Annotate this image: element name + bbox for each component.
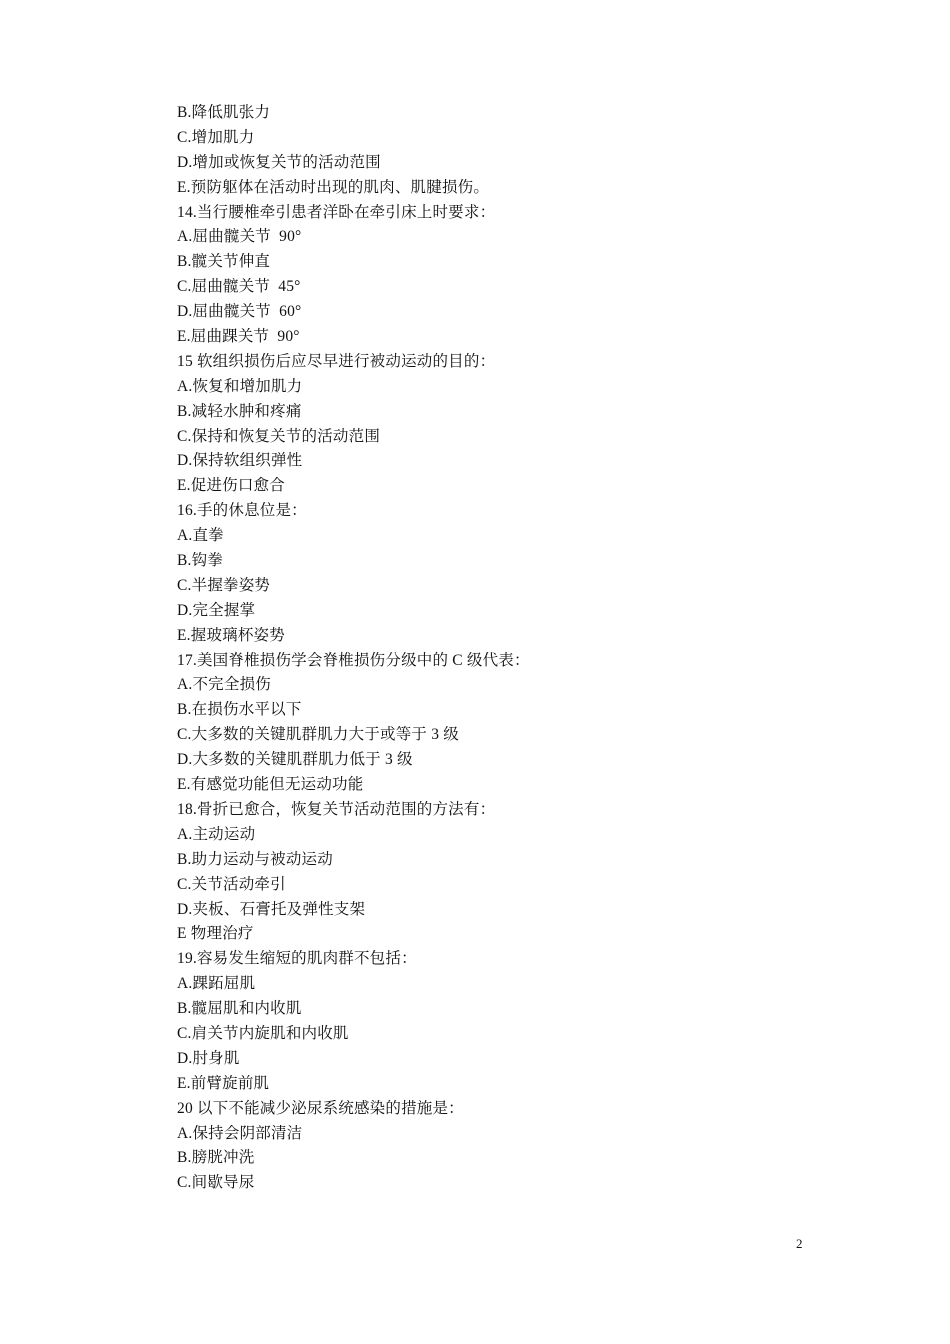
option-line: C.关节活动牵引 <box>177 875 286 893</box>
option-line: C.保持和恢复关节的活动范围 <box>177 427 381 445</box>
question-15: 15 软组织损伤后应尽早进行被动运动的目的： <box>177 352 496 370</box>
option-line: C.大多数的关键肌群肌力大于或等于 3 级 <box>177 726 459 744</box>
question-18: 18.骨折已愈合，恢复关节活动范围的方法有： <box>177 800 496 818</box>
option-line: C.间歇导尿 <box>177 1174 255 1192</box>
option-line: E.有感觉功能但无运动功能 <box>177 776 364 794</box>
option-line: A.主动运动 <box>177 825 256 843</box>
option-line: A.屈曲髋关节 90° <box>177 228 302 246</box>
question-20: 20 以下不能减少泌尿系统感染的措施是： <box>177 1099 464 1117</box>
question-17: 17.美国脊椎损伤学会脊椎损伤分级中的 C 级代表： <box>177 651 530 669</box>
option-line: A.直拳 <box>177 527 224 545</box>
option-line: D.夹板、石膏托及弹性支架 <box>177 900 366 918</box>
text-line: C.增加肌力 <box>177 128 255 146</box>
option-line: A.恢复和增加肌力 <box>177 377 303 395</box>
option-line: B.髋屈肌和内收肌 <box>177 1000 302 1018</box>
option-line: D.保持软组织弹性 <box>177 452 303 470</box>
option-line: C.半握拳姿势 <box>177 576 271 594</box>
option-line: A.不完全损伤 <box>177 676 271 694</box>
option-line: A.保持会阴部清洁 <box>177 1124 303 1142</box>
question-19: 19.容易发生缩短的肌肉群不包括： <box>177 950 417 968</box>
option-line: E.握玻璃杯姿势 <box>177 626 285 644</box>
question-text-block <box>177 101 817 1196</box>
option-line: B.膀胱冲洗 <box>177 1149 255 1167</box>
question-16: 16.手的休息位是： <box>177 502 307 520</box>
option-line: E 物理治疗 <box>177 925 254 943</box>
option-line: D.完全握掌 <box>177 601 256 619</box>
option-line: A.踝跖屈肌 <box>177 975 256 993</box>
question-14: 14.当行腰椎牵引患者洋卧在牵引床上时要求： <box>177 203 496 221</box>
page-number: 2 <box>796 1236 803 1251</box>
option-line: B.减轻水肿和疼痛 <box>177 402 302 420</box>
text-line: E.预防躯体在活动时出现的肌肉、肌腱损伤。 <box>177 178 490 196</box>
option-line: B.髋关节伸直 <box>177 253 271 271</box>
text-line: B.降低肌张力 <box>177 104 271 121</box>
option-line: B.钩拳 <box>177 552 224 570</box>
option-line: E.促进伤口愈合 <box>177 477 285 495</box>
option-line: B.在损伤水平以下 <box>177 701 302 719</box>
option-line: D.肘身肌 <box>177 1049 240 1067</box>
option-line: E.屈曲踝关节 90° <box>177 328 300 346</box>
option-line: C.屈曲髋关节 45° <box>177 278 301 296</box>
option-line: D.屈曲髋关节 60° <box>177 303 302 321</box>
option-line: D.大多数的关键肌群肌力低于 3 级 <box>177 751 413 769</box>
text-line: D.增加或恢复关节的活动范围 <box>177 153 381 171</box>
option-line: C.肩关节内旋肌和内收肌 <box>177 1024 349 1042</box>
option-line: B.助力运动与被动运动 <box>177 850 333 868</box>
option-line: E.前臂旋前肌 <box>177 1074 270 1092</box>
